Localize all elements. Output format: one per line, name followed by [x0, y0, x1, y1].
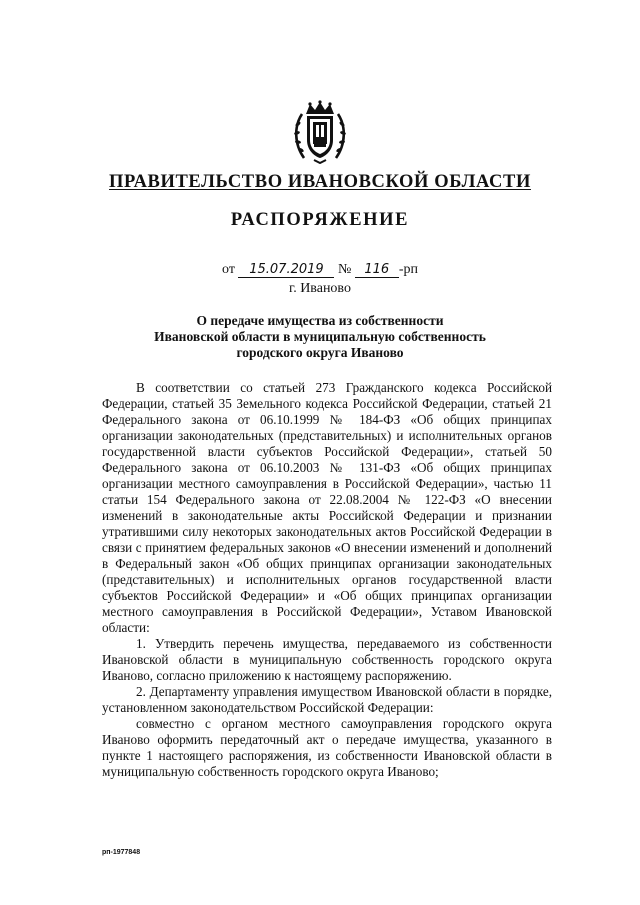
subject-line-2: Ивановской области в муниципальную собственность [154, 329, 486, 344]
registration-line [0, 262, 640, 278]
subject-line-3: городского округа Иваново [236, 345, 404, 360]
city-name: г. Иваново [289, 281, 351, 296]
number-sign: № [337, 262, 352, 277]
body-paragraph-preamble: В соответствии со статьей 273 Гражданского кодекса Российской Федерации, статьей 35 Земельного кодекса Российской Федерации, статьей 21 Федерального закона от 06.10.1999 № 184-ФЗ «Об общих принципах организации законодательных (представительных) и исполнительных органов государственной власти субъектов Российской Федерации», статьей 50 Федерального закона от 06.10.2003 № 131-ФЗ «Об общих принципах организации местного самоуправления в Российской Федерации», частью 11 статьи 154 Федерального закона от 22.08.2004 № 122-ФЗ «О внесении изменений в законодательные акты Российской Федерации и признании утратившими силу некоторых законодательных актов Российской Федерации в связи с принятием федеральных законов «О внесении изменений и дополнений в Федеральный закон «Об общих принципах организации законодательных (представительных) и исполнительных органов государственной власти субъектов Российской Федерации» и «Об общих принципах организации местного самоуправления в Российской Федерации», Уставом Ивановской области: [102, 380, 552, 635]
body-paragraph-item-2: 2. Департаменту управления имуществом Ивановской области в порядке, установленном законодательством Российской Федерации: [102, 684, 552, 715]
handwritten-date: 15.07.2019 [238, 263, 334, 278]
handwritten-number: 116 [355, 263, 399, 278]
document-subject [0, 313, 640, 361]
body-paragraph-item-1: 1. Утвердить перечень имущества, передаваемого из собственности Ивановской области в муниципальную собственность городского округа Иваново, согласно приложению к настоящему распоряжению. [102, 636, 552, 683]
date-prefix: от [222, 262, 235, 277]
number-suffix: -рп [398, 262, 418, 277]
government-title: ПРАВИТЕЛЬСТВО ИВАНОВСКОЙ ОБЛАСТИ [109, 172, 531, 192]
document-code: рп-1977848 [102, 849, 141, 856]
document-body [102, 380, 552, 780]
subject-line-1: О передаче имущества из собственности [196, 313, 444, 328]
coat-of-arms-emblem [292, 100, 348, 164]
document-type: РАСПОРЯЖЕНИЕ [230, 210, 410, 230]
body-paragraph-item-2-sub: совместно с органом местного самоуправления городского округа Иваново оформить передаточный акт о передаче имущества, указанного в пункте 1 настоящего распоряжения, из собственности Ивановской области в муниципальную собственность городского округа Иваново; [102, 716, 552, 779]
